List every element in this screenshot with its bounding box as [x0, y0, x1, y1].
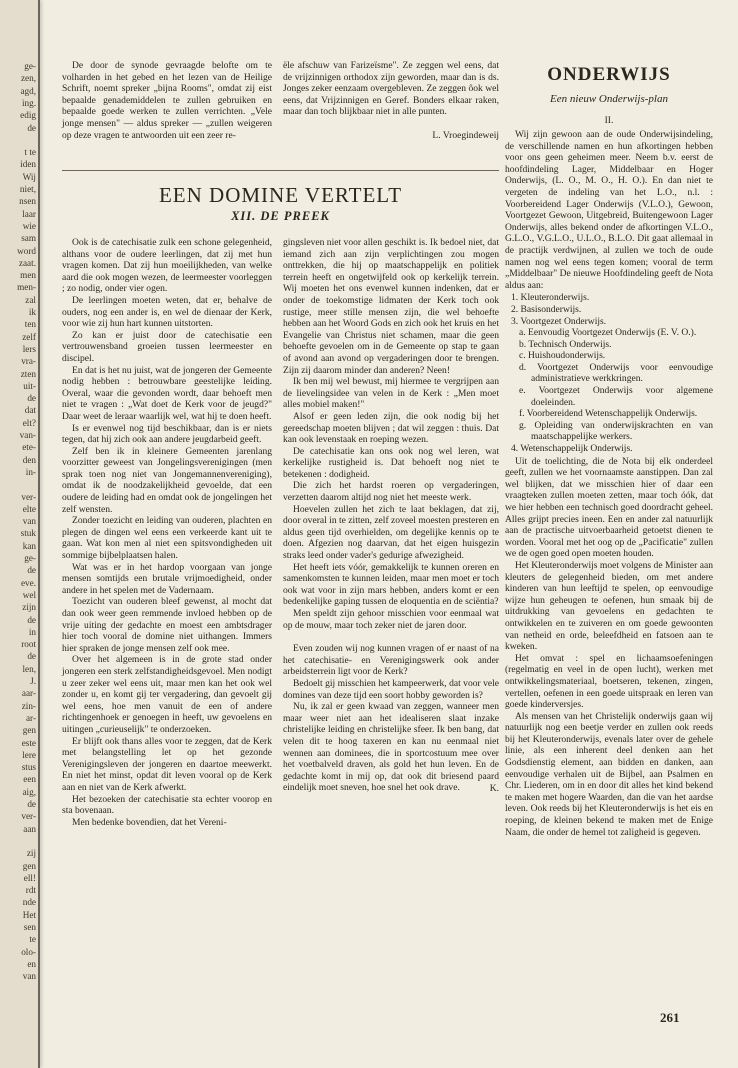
- paragraph: Is er evenwel nog tijd beschikbaar, dan is er niets tegen, dat hij zich ook aan andere jeugdarbeid geeft.: [62, 422, 272, 446]
- paragraph: Even zouden wij nog kunnen vragen of er naast of na het catechisatie- en Verenigingswerk ook ander arbeidsterrein ligt voor de Kerk?: [283, 643, 499, 678]
- edge-text-fragment: niet,: [19, 184, 36, 194]
- edge-text-fragment: sam: [21, 233, 36, 244]
- author-signature: L. Vroegindeweij: [432, 129, 499, 141]
- paragraph: Wij zijn gewoon aan de oude Onderwijsindeling, de verschillende namen en hun afkortingen hebben voor ons geen geheimen meer. Neem b.v. eerst de hoofdindeling Lager, Middelbaar en Hoger Onderwijs, (L. O., M. O., H. O.). En dan niet te vergeten de indeling van het L.O., n.l. : Voorbereidend Lager Onderwijs (V.L.O.), Gewoon, Voortgezet Gewoon, Uitgebreid, Buitengewoon Lager Onderwijs, alles bekend onder de afkortingen V.L.O., G.L.O., V.G.L.O., U.L.O., B.L.O. Dit gaat allemaal in de practijk verdwijnen, al zullen we toch de oude namen nog wel eens tegen komen; vooral de term „Middelbaar" De nieuwe Hoofdindeling geeft de Nota aldus aan:: [505, 129, 713, 291]
- edge-text-fragment: gen: [22, 860, 36, 871]
- list-item: b. Technisch Onderwijs.: [519, 338, 612, 350]
- paragraph: Uit de toelichting, die de Nota bij elk onderdeel geeft, zullen we het voornaamste aanstippen. Dan zal wel blijken, dat we misschien hier of daar een vraagteken zullen moeten zetten, maar toch óók, dat we hier hebben een technisch goed doordracht geheel. Alles grijpt precies ineen. Een en ander zal natuurlijk aan de practische uitvoerbaarheid getoetst dienen te worden. Vooral met het oog op de „Pacificatie" zullen we de ogen goed open moeten houden.: [505, 455, 713, 560]
- article-subtitle: XII. DE PREEK: [231, 209, 330, 223]
- paragraph: Het bezoeken der catechisatie sta echter voorop en sta bovenaan.: [62, 793, 272, 817]
- edge-text-fragment: vra-: [21, 356, 36, 367]
- paragraph: Hoevelen zullen het zich te laat beklagen, dat zij, door overal in te zitten, zelf zoveel moesten presteren en aldus geen tijd overhielden, om degelijke kennis op te doen. Afgezien nog daarvan, dat het eigen huisgezin straks leed onder vader's gedurige afwezigheid.: [283, 503, 499, 562]
- paragraph: Zelf ben ik in kleinere Gemeenten jarenlang voorzitter geweest van Jongelingsverenigingen (men sprak toen nog niet van Jongemannenvereniging), omdat ik de noodzakelijkheid gevoelde, dat een oudere de leiding had en omdat ook de jongelingen het zelf wensten.: [62, 445, 272, 515]
- article-title: EEN DOMINE VERTELT: [158, 183, 403, 207]
- section-number: II.: [604, 116, 614, 126]
- edge-text-fragment: in: [28, 626, 36, 637]
- paragraph: De catechisatie kan ons ook nog wel leren, wat kerkelijke rustigheid is. Dat behoeft nog niet te betekenen : dodigheid.: [283, 445, 499, 480]
- edge-text-fragment: edig: [20, 110, 36, 121]
- section-subheading: Een nieuw Onderwijs-plan: [550, 93, 668, 105]
- edge-text-fragment: ten: [24, 319, 36, 330]
- list-item: a. Eenvoudig Voortgezet Onderwijs (E. V. O.).: [519, 327, 697, 339]
- edge-text-fragment: sen: [23, 922, 36, 932]
- edge-text-fragment: een: [23, 774, 36, 785]
- edge-text-fragment: zin-: [21, 700, 36, 711]
- edge-text-fragment: kan: [22, 540, 36, 551]
- edge-text-fragment: zten: [20, 368, 36, 379]
- edge-text-fragment: zen,: [20, 73, 36, 84]
- school-type-list: [505, 292, 713, 454]
- edge-text-fragment: len,: [22, 663, 36, 674]
- edge-text-fragment: ete-: [22, 442, 36, 453]
- edge-text-fragment: lers: [22, 343, 36, 354]
- edge-text-fragment: aan: [23, 823, 36, 834]
- edge-text-fragment: laar: [22, 208, 36, 219]
- edge-text-fragment: zal: [25, 294, 36, 305]
- paragraph: Als mensen van het Christelijk onderwijs gaan wij natuurlijk nog een beetje verder en zullen ook reeds bij het Kleuteronderwijs, evenals later over de gehele linie, als een inherent deel denken aan het Godsdienstig element, aan bidden en danken, aan eenvoudige verhalen uit de Bijbel, aan Psalmen en Chr. Liederen, om in en door dit alles het kind bekend te maken met hogere Waarden, dan die van het aardse leven. Ook reeds bij het Kleuteronderwijs is het eis en roeping, de kleinen bekend te maken met de Enige Naam, die onder de hemel tot zaligheid is gegeven.: [505, 710, 713, 838]
- edge-text-fragment: Het: [22, 909, 36, 920]
- edge-text-fragment: wie: [22, 220, 36, 231]
- edge-text-fragment: de: [27, 393, 36, 404]
- edge-text-fragment: nsen: [19, 196, 36, 207]
- edge-text-fragment: aar-: [21, 688, 36, 699]
- continuation-middle-column: [283, 60, 499, 142]
- edge-text-fragment: in-: [25, 466, 36, 477]
- edge-text-fragment: t te: [24, 147, 36, 158]
- edge-text-fragment: stus: [21, 762, 36, 773]
- edge-text-fragment: dat: [24, 405, 36, 416]
- edge-text-fragment: ing.: [21, 97, 36, 108]
- edge-text-fragment: elte: [22, 503, 36, 514]
- paragraph: Die zich het hardst roeren op vergaderingen, verzetten daarom altijd nog niet het meeste werk.: [283, 480, 499, 504]
- article-column-1: [62, 237, 272, 828]
- edge-text-fragment: ik: [28, 307, 36, 317]
- edge-text-fragment: men-: [17, 282, 36, 293]
- edge-text-fragment: ge-: [24, 61, 36, 71]
- list-item: f. Voorbereidend Wetenschappelijk Onderwijs.: [519, 408, 698, 420]
- paragraph: Ik ben mij wel bewust, mij hiermee te vergrijpen aan de lievelingsidee van velen in de Kerk : „Men moet alles mobiel maken!": [283, 376, 499, 411]
- edge-text-fragment: word: [17, 245, 36, 256]
- edge-text-fragment: rdt: [25, 885, 36, 896]
- section-heading: ONDERWIJS: [547, 64, 671, 85]
- edge-text-fragment: de: [27, 122, 36, 133]
- edge-text-fragment: de: [27, 614, 36, 625]
- paragraph: Over het algemeen is in de grote stad onder jongeren een sterk zelfstandigheidsgevoel. Men nodigt u zeer zeker wel eens uit, maar men kan het ook wel zonder u, en komt gij ter vergadering, dan gevoelt gij wel eens, hoe men vanuit de een of andere richtingenhoek er genoegen in heeft, uw gevoelens en uitingen „curieuselijk" te onderzoeken.: [62, 654, 272, 735]
- list-item: 1. Kleuteronderwijs.: [511, 292, 590, 304]
- article-column-2: [283, 237, 499, 795]
- edge-text-fragment: van: [22, 971, 36, 982]
- paragraph: Nu, ik zal er geen kwaad van zeggen, wanneer men maar weer niet aan het idealiseren slaat inzake christelijke leiding en christelijke sfeer. Ik ben bang, dat velen dit te hoog taxeren en kan nu eenmaal niet wennen aan dominees, die in sportcostuum mee over het voetbalveld draven, als gold het hun leven. En de gedachte komt in mij op, dat ook dit briesend paard eindelijk moet sneven, hoe snel het ook drave.: [283, 701, 499, 794]
- paragraph: Het omvat : spel en lichaamsoefeningen (regelmatig en veel in de open lucht), werken met ontwikkelingsmateriaal, boetseren, tekenen, zingen, vertellen, oefenen in een goede uitspraak en leren van goede kinderversjes.: [505, 652, 713, 711]
- edge-text-fragment: de: [27, 799, 36, 809]
- edge-text-fragment: stuk: [20, 528, 36, 539]
- page-number: 261: [660, 1010, 680, 1025]
- continuation-left-column: [62, 60, 272, 141]
- paragraph: Het Kleuteronderwijs moet volgens de Minister aan kleuters de gelegenheid bieden, om met andere kinderen van hun leeftijd te spelen, op eenvoudige wijze hun geheugen te oefenen, hun smaak bij de uitdrukking van gevoelens en gedachten te ontwikkelen en te zuiveren en om goede gewoonten van netheid en orde, beleefdheid en fatsoen aan te kweken.: [505, 559, 713, 653]
- edge-text-fragment: de: [27, 565, 36, 576]
- onderwijs-column: [505, 129, 713, 838]
- edge-text-fragment: den: [22, 454, 36, 465]
- paragraph: Toezicht van ouderen bleef gewenst, al mocht dat dan ook weer geen remmende invloed hebben op de vrije uiting der gedachte en moest een ambtsdrager hier toch vooral de domine niet uithangen. Immers hier spraken de jonge mensen zelf ook mee.: [62, 596, 272, 654]
- paragraph: De leerlingen moeten weten, dat er, behalve de ouders, nog een ander is, en wel de dienaar der Kerk, voor wie zij hun hart kunnen uitstorten.: [62, 294, 272, 330]
- paragraph: Men bedenke bovendien, dat het Vereni-: [72, 816, 227, 828]
- paragraph: Bedoelt gij misschien het kampeerwerk, dat voor vele domines van deze tijd een soort hobby geworden is?: [283, 677, 499, 701]
- edge-text-fragment: Wij: [22, 171, 36, 182]
- list-item: 2. Basisonderwijs.: [511, 303, 582, 315]
- edge-text-fragment: lere: [22, 749, 36, 760]
- paragraph: Zo kan er juist door de catechisatie een vertrouwensband groeien tussen leermeester en discipel.: [62, 329, 272, 364]
- edge-text-fragment: agd,: [20, 85, 36, 96]
- edge-text-fragment: uit-: [23, 380, 36, 391]
- edge-text-fragment: men: [20, 270, 36, 281]
- paragraph: ële afschuw van Farizeïsme". Ze zeggen wel eens, dat de vrijzinnigen orthodox zijn geworden, maar dan is ds. Jonges zeker eenzaam overgebleven. Ze zeggen ôok wel eens, dat Vrijzinnigen en Geref. Bonders elkaar raken, maar dan toch blijkbaar niet in alle punten.: [283, 60, 499, 118]
- paragraph: Men speldt zijn gehoor misschien voor eenmaal wat op de mouw, maar toch zeker niet de jaren door.: [283, 608, 499, 631]
- list-item: g. Opleiding van onderwijskrachten en van maatschappelijke werkers.: [519, 419, 713, 443]
- paragraph: Ook is de catechisatie zulk een schone gelegenheid, althans voor de oudere leerlingen, dat zij met hun vragen komen. Dat zij hun moeilijkheden, van welke aard die ook mogen wezen, de leermeester voorleggen ; zo nodig, onder vier ogen.: [62, 237, 272, 295]
- edge-text-fragment: zijn: [22, 602, 36, 613]
- section-divider: [62, 170, 499, 171]
- edge-text-fragment: eve.: [20, 577, 36, 588]
- edge-text-fragment: nde: [22, 897, 36, 908]
- edge-text-fragment: ver-: [21, 491, 36, 502]
- list-item: 3. Voortgezet Onderwijs.: [511, 315, 607, 327]
- paragraph: Wat was er in het hardop voorgaan van jonge mensen somtijds een brutale vrijmoedigheid, onder andere in het spelen met de Vadernaam.: [62, 561, 272, 596]
- edge-text-fragment: ge-: [24, 553, 36, 563]
- paragraph: Alsof er geen leden zijn, die ook nodig bij het gereedschap moeten blijven ; dat wil zeggen : thuis. Dat kan ook levenstaak en roeping wezen.: [283, 410, 499, 446]
- list-item: e. Voortgezet Onderwijs voor algemene doeleinden.: [519, 385, 713, 408]
- list-item: 4. Wetenschappelijk Onderwijs.: [511, 443, 633, 455]
- edge-text-fragment: olo-: [21, 946, 36, 957]
- previous-page-edge: [0, 0, 40, 1068]
- edge-text-fragment: root: [21, 639, 36, 650]
- paragraph: Zonder toezicht en leiding van ouderen, plachten en plegen de dingen wel eens een verkeerde kant uit te gaan. Wat kon men al niet een spitsvondigheden uit sommige bijbelplaatsen halen.: [62, 515, 272, 562]
- list-item: c. Huishoudonderwijs.: [519, 350, 606, 362]
- edge-text-fragment: zij: [26, 848, 36, 859]
- edge-text-fragment: en: [27, 958, 36, 969]
- edge-text-fragment: zelf: [22, 331, 36, 342]
- edge-text-fragment: ell!: [23, 872, 36, 883]
- edge-text-fragment: ar-: [25, 712, 36, 723]
- edge-text-fragment: elt?: [22, 417, 36, 428]
- edge-text-fragment: este: [21, 737, 36, 748]
- edge-text-fragment: aig,: [22, 786, 36, 797]
- edge-text-fragment: te: [29, 934, 36, 945]
- list-item: d. Voortgezet Onderwijs voor eenvoudige administratieve werkkringen.: [519, 361, 713, 385]
- paragraph: De door de synode gevraagde belofte om te volharden in het gebed en het lezen van de Heilige Schrift, noemt spreker „bijna Rooms", omdat zij eist bepaalde genademiddelen te zullen gebruiken en bepaalde goede werken te zullen verrichten. „Vele jonge mensen" — aldus spreker — „zullen weigeren op deze vragen te antwoorden uit een zeer re-: [62, 60, 272, 141]
- edge-text-fragment: ver-: [21, 811, 36, 822]
- edge-text-fragment: de: [27, 651, 36, 662]
- edge-text-fragment: van: [22, 516, 36, 527]
- edge-text-fragment: zaat.: [18, 257, 36, 268]
- paragraph: Er blijft ook thans alles voor te zeggen, dat de Kerk met belangstelling let op het gezonde Verenigingsleven der jongeren en daartoe meewerkt. En niet het minst, opdat dit leven vooral op de Kerk aan en niet van de Kerk afwerkt.: [62, 735, 272, 793]
- paragraph: gingsleven niet voor allen geschikt is. Ik bedoel niet, dat iemand zich aan zijn verplichtingen zou mogen onttrekken, die hij op maatschappelijk en politiek terrein heeft en ongetwijfeld ook op kerkelijk terrein. Wij moeten het ons evenwel kunnen indenken, dat er onder de toekomstige lidmaten der Kerk toch ook rustige, meer stille mensen zijn, die wel behoefte hebben aan het Woord Gods en zich ook het kruis en het Evangelie van Christus niet schamen, maar die geen behoefte gevoelen om in de Gemeente op stap te gaan of avond aan avond op vergaderingen door te brengen. Zijn zij daarom minder dan anderen? Neen!: [283, 237, 499, 376]
- edge-text-fragment: iden: [20, 159, 36, 170]
- edge-text-fragment: van-: [19, 430, 36, 440]
- article-signature: K.: [489, 782, 499, 794]
- edge-text-fragment: J.: [30, 676, 36, 686]
- edge-text-fragment: wel: [22, 589, 36, 600]
- edge-text-fragment: gen: [22, 725, 36, 736]
- paragraph: En dat is het nu juist, wat de jongeren der Gemeente nodig hebben : betrouwbare geestelijke leiding. Overal, waar die gevonden wordt, daar behoeft men niet te vragen : „Wat doet de Kerk voor de jeugd?" Daar weet de leraar waarlijk wel, wat hij te doen heeft.: [62, 364, 272, 422]
- paragraph: Het heeft iets vóór, gemakkelijk te kunnen oreren en samenkomsten te kunnen leiden, maar men moet er toch ook wat voor in zijn mars hebben, anders komt er een bedenkelijke gaping tussen de eloquentia en de sciëntia?: [283, 561, 499, 608]
